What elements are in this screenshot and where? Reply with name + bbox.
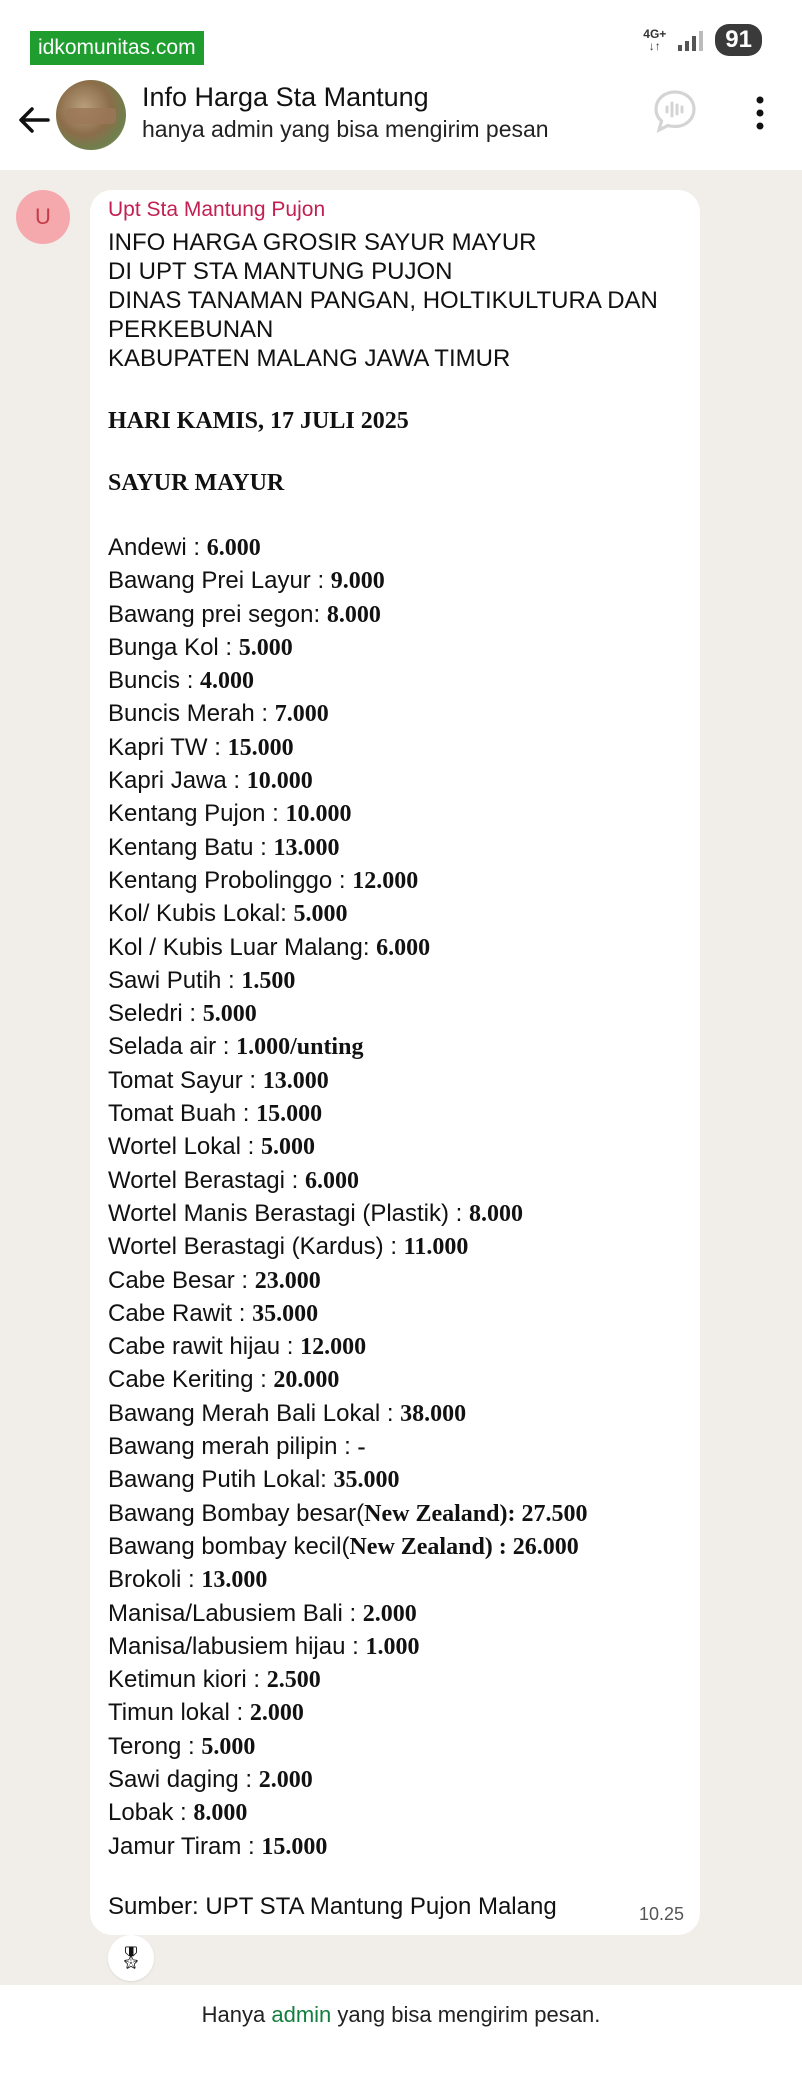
watermark: idkomunitas.com — [30, 31, 204, 65]
group-avatar[interactable] — [56, 80, 126, 150]
item-price: 5.000 — [202, 1001, 257, 1028]
price-list — [108, 531, 682, 1863]
item-name: Bawang Bombay besar( — [108, 1499, 365, 1527]
price-item — [108, 1430, 682, 1463]
item-price: New Zealand) : 26.000 — [349, 1533, 579, 1560]
item-name: Bawang merah pilipin : — [108, 1433, 358, 1461]
item-price: 12.000 — [300, 1334, 367, 1361]
network-indicator: 4G+ ↓↑ — [643, 27, 667, 53]
item-name: Lobak : — [108, 1799, 194, 1827]
price-item — [108, 1796, 682, 1829]
price-item — [108, 1030, 682, 1063]
price-item — [108, 1297, 682, 1330]
item-name: Ketimun kiori : — [108, 1666, 267, 1694]
item-price: 15.000 — [227, 734, 294, 761]
item-price: 13.000 — [201, 1567, 268, 1594]
item-name: Sawi daging : — [108, 1765, 259, 1793]
price-item — [108, 531, 682, 564]
item-price: 13.000 — [273, 834, 340, 861]
price-item — [108, 931, 682, 964]
item-price: 5.000 — [201, 1733, 256, 1760]
item-price: 2.000 — [249, 1700, 304, 1727]
item-price: 2.000 — [362, 1600, 417, 1627]
price-item — [108, 598, 682, 631]
message-time: 10.25 — [638, 1904, 684, 1924]
signal-icon — [678, 29, 703, 51]
heading-line: DINAS TANAMAN PANGAN, HOLTIKULTURA DAN — [108, 287, 658, 314]
item-name: Brokoli : — [108, 1566, 202, 1594]
item-price: 9.000 — [330, 568, 385, 595]
item-price: 8.000 — [469, 1200, 523, 1227]
item-name: Kentang Batu : — [108, 833, 274, 861]
price-item — [108, 1563, 682, 1596]
status-icons — [643, 24, 762, 56]
price-item — [108, 1630, 682, 1663]
price-item — [108, 1730, 682, 1763]
item-name: Andewi : — [108, 534, 207, 561]
heading-line: PERKEBUNAN — [108, 316, 274, 343]
price-item — [108, 1330, 682, 1363]
chat-subtitle: hanya admin yang bisa mengirim pesan — [142, 116, 549, 142]
item-price: 2.000 — [258, 1766, 313, 1793]
price-item — [108, 1164, 682, 1197]
item-name: Kol / Kubis Luar Malang: — [108, 933, 377, 961]
item-name: Kapri TW : — [108, 733, 228, 761]
item-price: 35.000 — [252, 1300, 319, 1327]
price-item — [108, 631, 682, 664]
price-item — [108, 1130, 682, 1163]
item-name: Bawang prei segon: — [108, 600, 327, 628]
message-bubble[interactable] — [90, 190, 700, 1935]
item-name: Sawi Putih : — [108, 966, 242, 994]
item-name: Cabe rawit hijau : — [108, 1333, 301, 1361]
item-price: 12.000 — [352, 867, 419, 894]
item-name: Buncis : — [108, 667, 201, 695]
item-price: 15.000 — [261, 1833, 328, 1860]
price-item — [108, 564, 682, 597]
item-price: 10.000 — [285, 801, 352, 828]
item-name: Kol/ Kubis Lokal: — [108, 900, 294, 928]
item-name: Wortel Berastagi : — [108, 1166, 305, 1194]
price-item — [108, 831, 682, 864]
item-price: 5.000 — [238, 634, 293, 661]
item-name: Kentang Pujon : — [108, 800, 286, 828]
item-name: Bawang Putih Lokal: — [108, 1466, 334, 1494]
price-item — [108, 1497, 682, 1530]
item-price: - — [357, 1434, 366, 1461]
item-name: Bawang Merah Bali Lokal : — [108, 1399, 401, 1427]
item-name: Bawang Prei Layur : — [108, 567, 331, 595]
heading-line: KABUPATEN MALANG JAWA TIMUR — [108, 345, 511, 372]
date-line: HARI KAMIS, 17 JULI 2025 — [108, 408, 409, 434]
item-name: Cabe Rawit : — [108, 1299, 253, 1327]
item-name: Jamur Tiram : — [108, 1832, 262, 1860]
item-name: Manisa/labusiem hijau : — [108, 1632, 366, 1660]
price-item — [108, 1363, 682, 1396]
back-arrow-icon[interactable] — [14, 100, 54, 140]
heading-line: DI UPT STA MANTUNG PUJON — [108, 258, 453, 285]
item-name: Tomat Sayur : — [108, 1066, 263, 1094]
item-price: 6.000 — [376, 934, 431, 961]
price-item — [108, 731, 682, 764]
item-name: Bawang bombay kecil( — [108, 1532, 350, 1560]
item-price: 7.000 — [274, 701, 329, 728]
item-price: 1.500 — [241, 967, 296, 994]
price-item — [108, 797, 682, 830]
sender-name[interactable]: Upt Sta Mantung Pujon — [108, 198, 326, 221]
item-name: Seledri : — [108, 1000, 203, 1028]
item-price: 35.000 — [333, 1467, 400, 1494]
item-name: Wortel Lokal : — [108, 1133, 261, 1161]
price-item — [108, 997, 682, 1030]
item-price: 13.000 — [262, 1067, 329, 1094]
item-price: 2.500 — [266, 1667, 321, 1694]
admin-only-notice: Hanya admin yang bisa mengirim pesan. — [0, 1985, 802, 2080]
battery-indicator: 91 — [715, 24, 762, 56]
sender-avatar[interactable]: U — [16, 190, 70, 244]
heading-line: INFO HARGA GROSIR SAYUR MAYUR — [108, 229, 537, 256]
item-price: 23.000 — [254, 1267, 321, 1294]
price-item — [108, 1696, 682, 1729]
price-item — [108, 1064, 682, 1097]
item-price: 11.000 — [403, 1234, 469, 1261]
admin-link[interactable]: admin — [271, 2002, 332, 2027]
price-item — [108, 1663, 682, 1696]
chat-header — [0, 80, 802, 170]
price-item — [108, 1830, 682, 1863]
price-item — [108, 1397, 682, 1430]
item-name: Buncis Merah : — [108, 700, 275, 728]
item-price: 38.000 — [400, 1400, 467, 1427]
item-name: Terong : — [108, 1732, 202, 1760]
source-line: Sumber: UPT STA Mantung Pujon Malang — [108, 1892, 557, 1920]
item-name: Kapri Jawa : — [108, 767, 247, 795]
item-price: 10.000 — [246, 768, 313, 795]
price-item — [108, 1463, 682, 1496]
item-price: 8.000 — [193, 1800, 248, 1827]
category-line: SAYUR MAYUR — [108, 470, 285, 496]
item-price: 1.000 — [365, 1633, 420, 1660]
price-item — [108, 964, 682, 997]
item-price: 5.000 — [293, 901, 348, 928]
item-price: New Zealand): 27.500 — [364, 1500, 588, 1527]
price-item — [108, 1230, 682, 1263]
voice-chat-icon[interactable] — [652, 88, 698, 134]
item-name: Kentang Probolinggo : — [108, 866, 353, 894]
item-price: 4.000 — [200, 668, 255, 695]
item-price: 1.000/unting — [236, 1034, 364, 1061]
item-price: 6.000 — [304, 1167, 359, 1194]
item-name: Bunga Kol : — [108, 633, 239, 661]
price-item — [108, 1763, 682, 1796]
price-item — [108, 664, 682, 697]
price-item — [108, 1530, 682, 1563]
more-options-icon[interactable] — [752, 94, 768, 134]
item-price: 6.000 — [206, 535, 261, 561]
message-heading — [108, 228, 682, 373]
item-name: Manisa/Labusiem Bali : — [108, 1599, 363, 1627]
item-name: Cabe Keriting : — [108, 1366, 274, 1394]
item-price: 8.000 — [326, 601, 381, 628]
price-item — [108, 1097, 682, 1130]
price-item — [108, 1597, 682, 1630]
price-item — [108, 764, 682, 797]
item-name: Selada air : — [108, 1033, 237, 1061]
chat-title[interactable]: Info Harga Sta Mantung — [142, 82, 429, 112]
price-item — [108, 864, 682, 897]
item-price: 20.000 — [273, 1367, 340, 1394]
item-price: 15.000 — [256, 1101, 323, 1128]
price-item — [108, 897, 682, 930]
reaction-medal-icon[interactable]: 🎖 — [108, 1935, 154, 1981]
item-name: Wortel Manis Berastagi (Plastik) : — [108, 1199, 469, 1227]
item-name: Cabe Besar : — [108, 1266, 255, 1294]
item-price: 5.000 — [260, 1134, 315, 1161]
price-item — [108, 1197, 682, 1230]
item-name: Tomat Buah : — [108, 1100, 257, 1128]
item-name: Timun lokal : — [108, 1699, 250, 1727]
item-name: Wortel Berastagi (Kardus) : — [108, 1233, 404, 1261]
price-item — [108, 697, 682, 730]
price-item — [108, 1264, 682, 1297]
status-bar — [0, 0, 802, 80]
